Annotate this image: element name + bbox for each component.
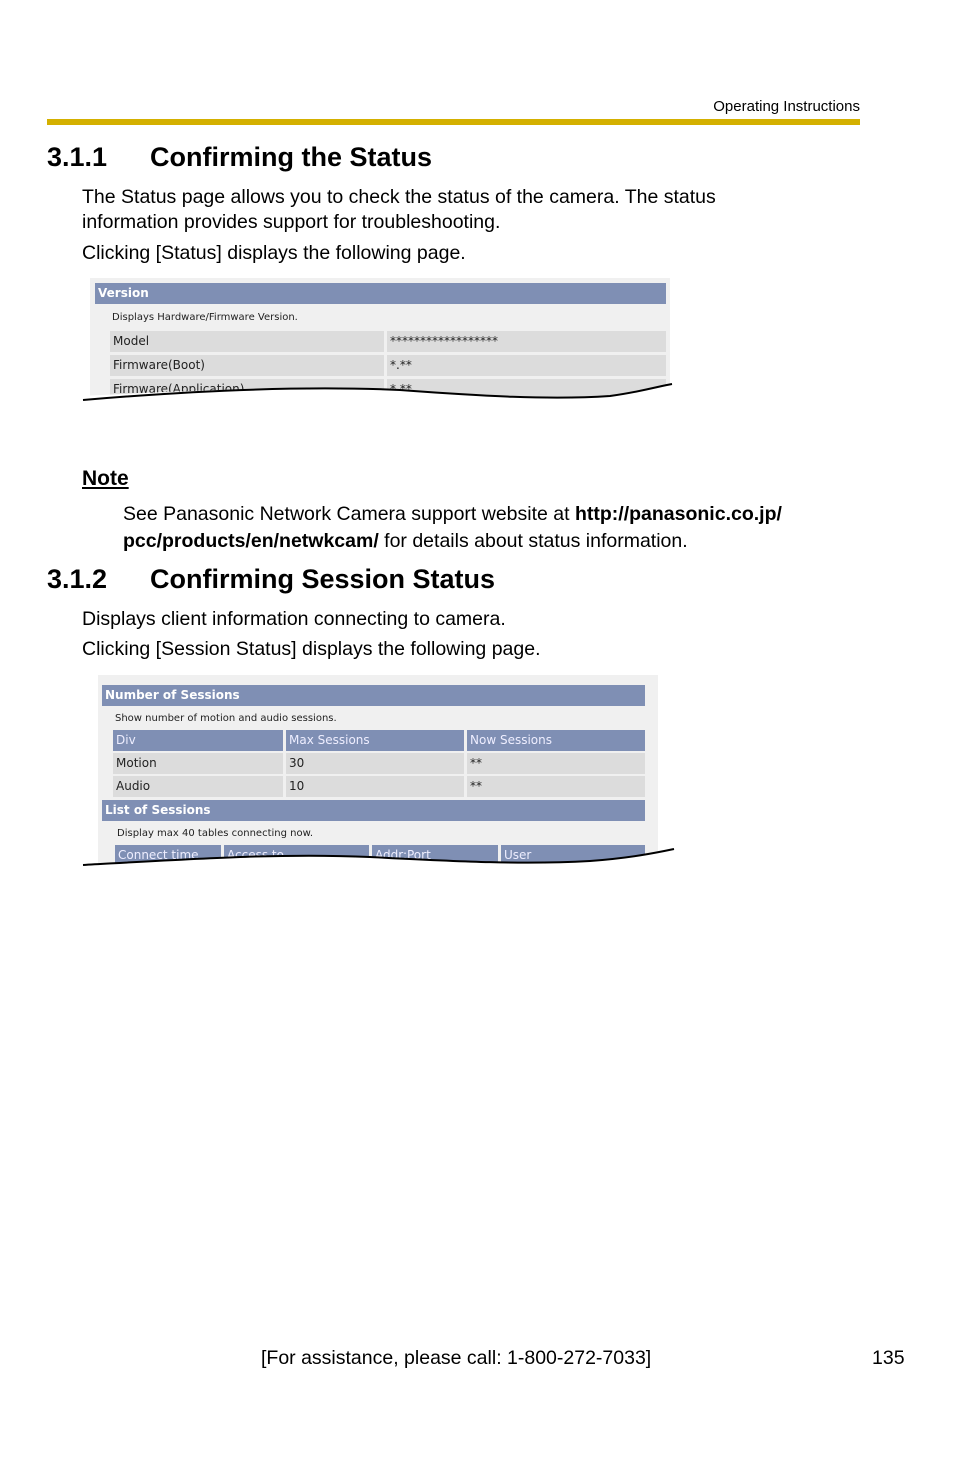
status-row-label: Firmware(Boot) [110,355,384,376]
version-description: Displays Hardware/Firmware Version. [112,312,298,323]
list-description: Display max 40 tables connecting now. [117,828,314,839]
session-intro: Displays client information connecting to camera. [82,608,506,630]
status-intro-line2: information provides support for troubleshooting. [82,211,501,233]
torn-edge-session [80,843,680,877]
assistance-footer: [For assistance, please call: 1-800-272-7033] [261,1347,652,1369]
section-heading-status [47,142,432,173]
support-link-part1[interactable]: http://panasonic.co.jp/ [574,503,782,525]
header-rule [47,119,860,125]
note-title: Note [82,467,129,490]
page-number: 135 [872,1347,905,1369]
status-intro [82,185,716,235]
session-row-max: 10 [286,776,464,797]
header-max-sessions: Max Sessions [286,730,464,751]
section-number: 3.1.1 [47,142,108,172]
header-now-sessions: Now Sessions [467,730,645,751]
status-row-value: *.** [387,355,666,376]
session-row-div: Motion [113,753,283,774]
header-addr-port: Addr:Port [372,845,498,865]
section-number: 3.1.2 [47,564,108,594]
header-div: Div [113,730,283,751]
session-row-max: 30 [286,753,464,774]
support-link-part2[interactable]: pcc/products/en/netwkcam/ [123,530,379,552]
status-row-label: Firmware(Application) [110,379,384,398]
number-of-sessions-bar: Number of Sessions [102,685,645,706]
status-row-value: ****************** [387,331,666,352]
note-text-after: for details about status information. [378,530,688,552]
session-click-text: Clicking [Session Status] displays the following page. [82,638,541,660]
sessions-description: Show number of motion and audio sessions. [115,713,337,724]
version-bar: Version [95,283,666,304]
header-connect-time: Connect time [115,845,221,865]
status-row-label: Model [110,331,384,352]
note-text-before: See Panasonic Network Camera support website at [123,503,575,525]
status-click-text: Clicking [Status] displays the following page. [82,242,466,264]
section-title: Confirming the Status [150,142,432,172]
header-user: User [501,845,645,865]
section-title: Confirming Session Status [150,564,496,594]
status-intro-line1: The Status page allows you to check the status of the camera. The status [82,186,716,208]
status-row-value: *.** [387,379,666,398]
torn-edge-status [80,376,680,410]
session-row-div: Audio [113,776,283,797]
session-page-screenshot [98,675,658,865]
header-access-to: Access to [224,845,369,865]
note-body [123,501,873,555]
running-header: Operating Instructions [713,98,860,115]
session-row-now: ** [467,776,645,797]
session-row-now: ** [467,753,645,774]
section-heading-session [47,564,495,595]
list-of-sessions-bar: List of Sessions [102,800,645,821]
